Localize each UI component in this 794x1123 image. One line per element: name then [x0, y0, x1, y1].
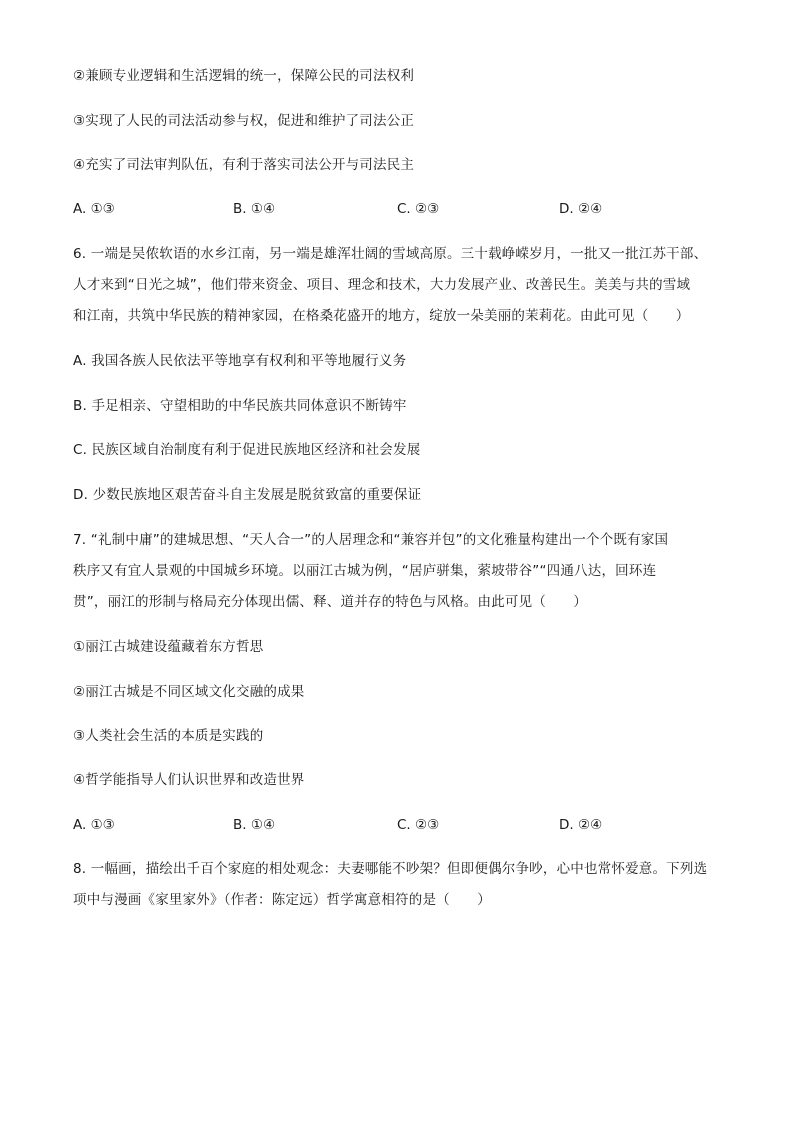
q6-stem-line-2: 人才来到“日光之城”，他们带来资金、项目、理念和技术，大力发展产业、改善民生。美美与共的雪域: [73, 277, 691, 293]
q7-statement-1: ①丽江古城建设蕴藏着东方哲思: [73, 639, 264, 655]
q7-options: [73, 816, 733, 834]
q5-statement-4: ④充实了司法审判队伍，有利于落实司法公开与司法民主: [73, 157, 415, 173]
q7-option-d: D. ②④: [559, 817, 603, 833]
q6-option-c: C. 民族区域自治制度有利于促进民族地区经济和社会发展: [73, 442, 421, 458]
q7-statement-4: ④哲学能指导人们认识世界和改造世界: [73, 772, 305, 788]
q6-option-b: B. 手足相亲、守望相助的中华民族共同体意识不断铸牢: [73, 398, 407, 414]
q6-stem-line-3: 和江南，共筑中华民族的精神家园，在格桑花盛开的地方，绽放一朵美丽的茉莉花。由此可见（ ）: [73, 308, 690, 324]
q8-stem-line-1: 8. 一幅画，描绘出千百个家庭的相处观念：夫妻哪能不吵架？但即便偶尔争吵，心中也常怀爱意。下列选: [73, 861, 708, 877]
q5-option-b: B. ①④: [233, 201, 276, 217]
q6-stem-line-1: 6. 一端是吴侬软语的水乡江南，另一端是雄浑壮阔的雪域高原。三十载峥嵘岁月，一批又一批江苏干部、: [73, 246, 708, 262]
q5-option-a: A. ①③: [73, 201, 115, 217]
q7-stem-line-1: 7. “礼制中庸”的建城思想、“天人合一”的人居理念和“兼容并包”的文化雅量构建出一个个既有家国: [73, 532, 669, 548]
q7-stem-line-3: 贯”，丽江的形制与格局充分体现出儒、释、道并存的特色与风格。由此可见（ ）: [73, 594, 588, 610]
q8-stem-line-2: 项中与漫画《家里家外》（作者：陈定远）哲学寓意相符的是（ ）: [73, 892, 491, 908]
q6-option-a: A. 我国各族人民依法平等地享有权利和平等地履行义务: [73, 353, 407, 369]
q7-stem-line-2: 秩序又有宜人景观的中国城乡环境。以丽江古城为例，“居庐骈集，萦坡带谷”“四通八达，回环连: [73, 563, 657, 579]
q7-option-c: C. ②③: [397, 817, 440, 833]
q7-option-a: A. ①③: [73, 817, 115, 833]
q5-option-c: C. ②③: [397, 201, 440, 217]
q5-options: [73, 200, 733, 218]
q5-option-d: D. ②④: [559, 201, 603, 217]
q5-statement-3: ③实现了人民的司法活动参与权，促进和维护了司法公正: [73, 113, 415, 129]
q5-statement-2: ②兼顾专业逻辑和生活逻辑的统一，保障公民的司法权利: [73, 68, 415, 84]
q7-statement-3: ③人类社会生活的本质是实践的: [73, 728, 264, 744]
q7-option-b: B. ①④: [233, 817, 276, 833]
q7-statement-2: ②丽江古城是不同区域文化交融的成果: [73, 684, 305, 700]
q6-option-d: D. 少数民族地区艰苦奋斗自主发展是脱贫致富的重要保证: [73, 487, 422, 503]
